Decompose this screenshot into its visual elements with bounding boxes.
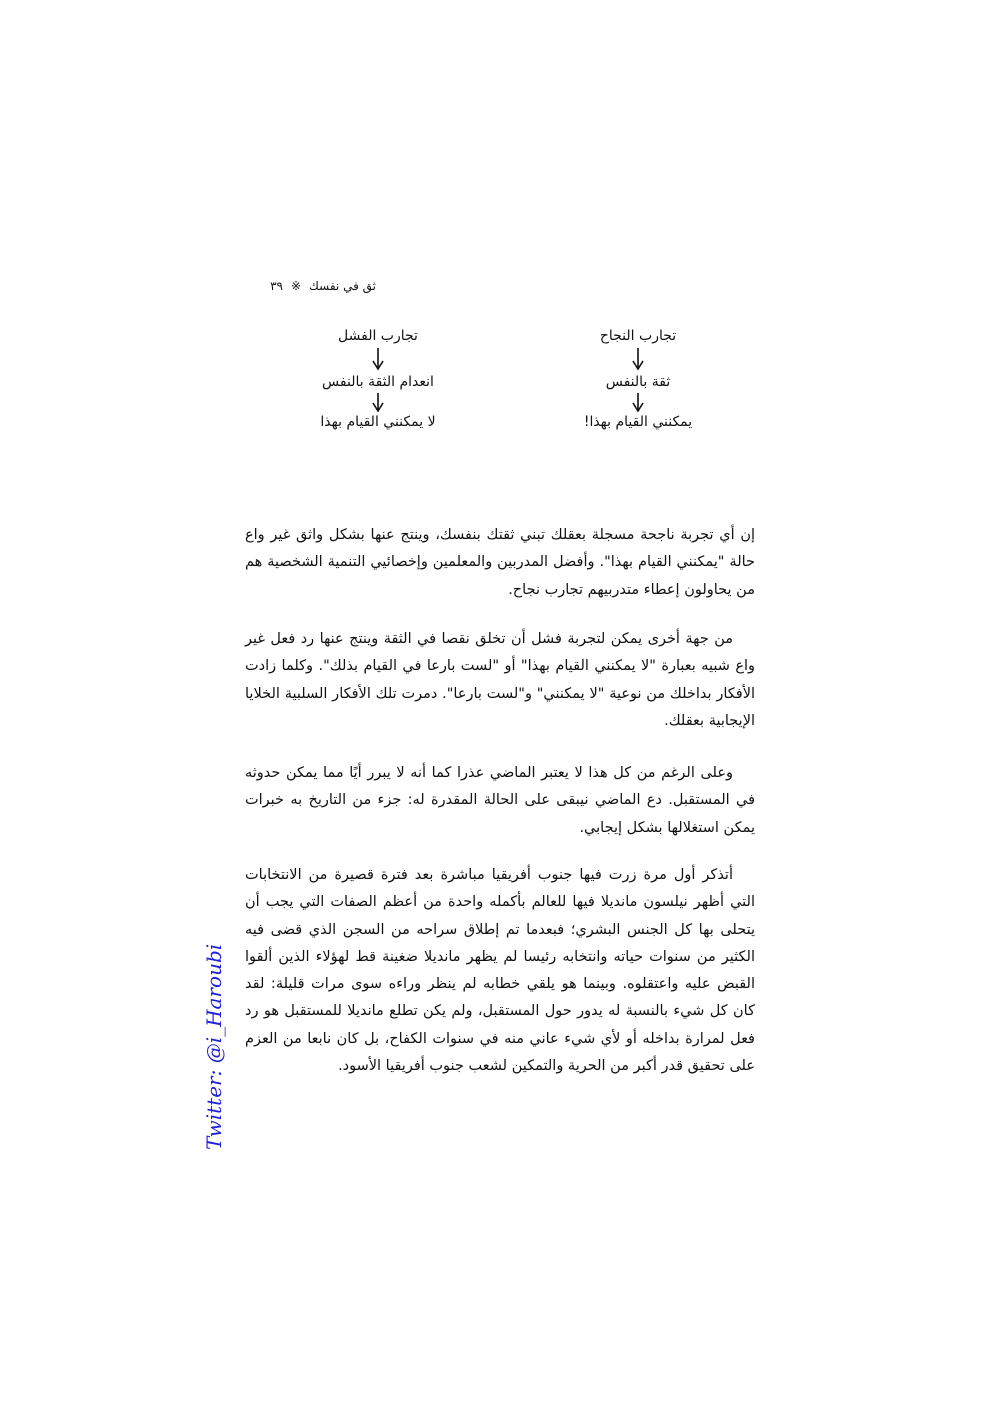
down-arrow-icon (538, 346, 738, 372)
i-can-do-this-node: يمكنني القيام بهذا! (583, 414, 693, 430)
comparison-diagram (280, 326, 720, 486)
paragraph-mandela-story (245, 862, 755, 1080)
paragraph-failure-experiences (245, 626, 755, 735)
down-arrow-icon (538, 392, 738, 412)
failure-experiences-node: تجارب الفشل (338, 328, 418, 344)
self-confidence-node: ثقة بالنفس (605, 374, 671, 390)
ornament-icon: ※ (290, 279, 302, 293)
success-column (538, 326, 738, 432)
paragraph-success-experiences (245, 522, 755, 604)
lack-of-confidence-node: انعدام الثقة بالنفس (322, 374, 434, 390)
paragraph-text: من جهة أخرى يمكن لتجربة فشل أن تخلق نقصا في الثقة وينتج عنها رد فعل غير واع شبيه بعبارة "لا يمكنني القيام بهذا" أو "لست بارعا في القيام بذلك". وكلما زادت الأفكار بداخلك من نوعية "لا يمكنني" و"لست بارعا". دمرت تلك الأفكار السلبية الخلايا الإيجابية بعقلك. (245, 631, 755, 729)
paragraph-text: إن أي تجربة ناجحة مسجلة بعقلك تبني ثقتك بنفسك، وينتج عنها بشكل واثق غير واع حالة "يمكنني القيام بهذا". وأفضل المدربين والمعلمين وإخصائيي التنمية الشخصية هم من يحاولون إعطاء متدربيهم تجارب نجاح. (245, 527, 755, 598)
paragraph-text: أتذكر أول مرة زرت فيها جنوب أفريقيا مباشرة بعد فترة قصيرة من الانتخابات التي أظهر نيلسون مانديلا فيها للعالم بأكمله واحدة من أعظم الصفات التي يجب أن يتحلى بها كل الجنس البشري؛ فبعدما تم إطلاق سراحه من السجن الذي قضى فيه الكثير من سنوات حياته وانتخابه رئيسا لم يظهر مانديلا ضغينة قط لهؤلاء الذين ألقوا القبض عليه واعتقلوه. وبينما هو يلقي خطابه لم ينظر وراءه سوى مرات قليلة: لقد كان كل شيء بالنسبة له يدور حول المستقبل، ولم يكن تطلع مانديلا للمستقبل هو رد فعل لمرارة بداخله أو لأي شيء عاني منه في سنوات الكفاح، بل كان نابعا من العزم على تحقيق قدر أكبر من الحرية والتمكين لشعب جنوب أفريقيا الأسود. (245, 867, 755, 1075)
twitter-watermark: Twitter: @i_Haroubi (202, 943, 226, 1150)
failure-column (278, 326, 478, 432)
running-title: ثق في نفسك (309, 279, 376, 293)
paragraph-text: وعلى الرغم من كل هذا لا يعتبر الماضي عذرا كما أنه لا يبرر أيًا مما يمكن حدوثه في المستقبل. دع الماضي نيبقى على الحالة المقدرة له: جزء من التاريخ به خبرات يمكن استغلالها بشكل إيجابي. (245, 765, 755, 836)
success-experiences-node: تجارب النجاح (599, 328, 677, 344)
page-number: ٣٩ (270, 279, 283, 293)
i-cannot-do-this-node: لا يمكنني القيام بهذا (320, 414, 436, 430)
down-arrow-icon (278, 346, 478, 372)
paragraph-past-no-excuse (245, 760, 755, 842)
down-arrow-icon (278, 392, 478, 412)
running-header (236, 276, 376, 296)
